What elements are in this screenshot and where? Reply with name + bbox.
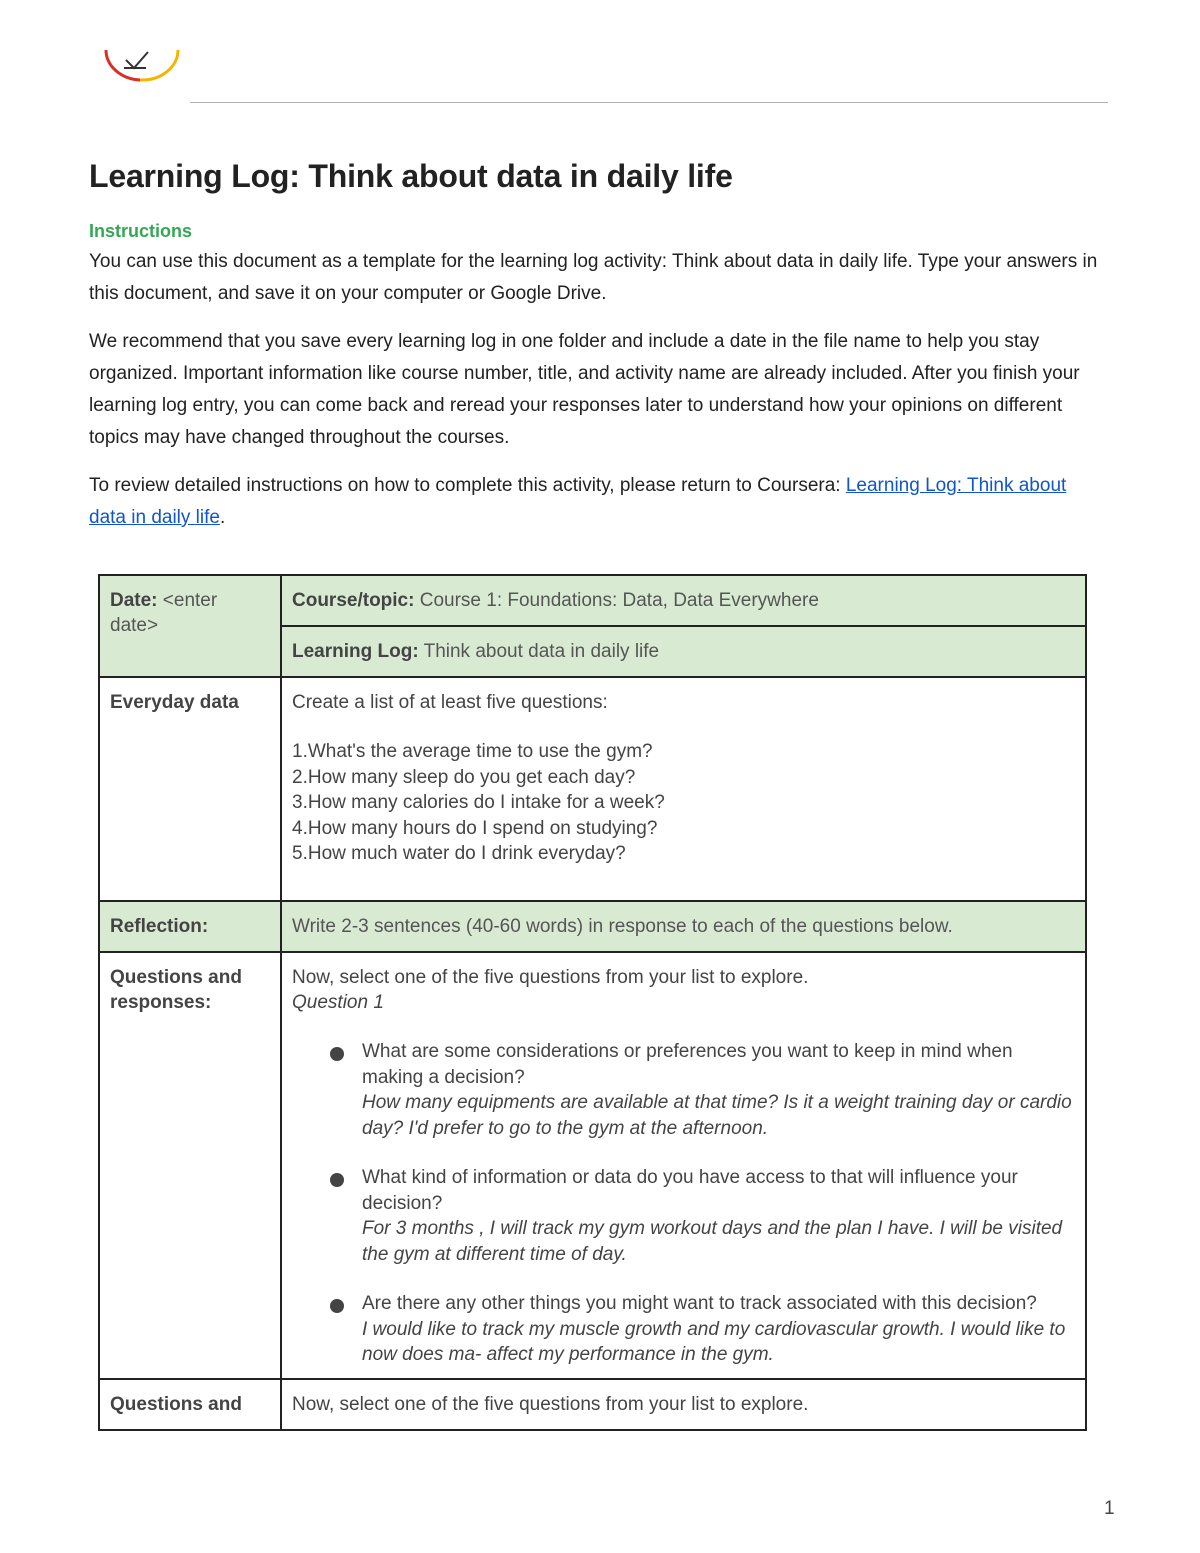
question-list [292,739,1075,867]
everyday-prompt: Create a list of at least five questions: [292,692,608,713]
everyday-data-label: Everyday data [99,677,281,901]
bullet-icon [330,1299,344,1313]
list-item: 2.How many sleep do you get each day? [292,766,636,788]
date-cell[interactable]: Date: <enter date> [99,575,281,677]
list-item: 5.How much water do I drink everyday? [292,843,626,864]
instructions-heading: Instructions [89,221,193,241]
list-item: 3.How many calories do I intake for a week? [292,792,665,813]
reflection-text: Write 2-3 sentences (40-60 words) in response to each of the questions below. [281,901,1086,952]
instructions-paragraph-3: To review detailed instructions on how to complete this activity, please return to Coursera: Learning Log: Think about data in daily life. [89,475,1067,528]
page-title: Learning Log: Think about data in daily life [89,158,733,194]
list-item: 4.How many hours do I spend on studying? [292,817,658,839]
questions-responses-label: Questions and responses: [99,952,281,1379]
qr-prompt: Now, select one of the five questions from your list to explore. [292,967,809,988]
header-divider [190,102,1108,103]
learning-log-table [98,574,1087,1431]
bullet-icon [330,1173,344,1187]
response-bullets [292,1039,1075,1368]
questions-responses-cell[interactable] [281,952,1086,1379]
questions-responses-label-2: Questions and [99,1379,281,1430]
document-body [89,158,1099,550]
learning-log-cell: Learning Log: Think about data in daily life [281,626,1086,677]
course-topic-cell: Course/topic: Course 1: Foundations: Data, Data Everywhere [281,575,1086,626]
instructions-paragraph-2: We recommend that you save every learning log in one folder and include a date in the file name to help you stay organized. Important information like course number, title, and activity name are already included. After you finish your learning log entry, you can come back and reread your responses later to understand how your opinions on different topics may have changed throughout the courses. [89,331,1080,448]
date-value: <enter date> [110,590,218,636]
questions-responses-cell-2[interactable]: Now, select one of the five questions from your list to explore. [281,1379,1086,1430]
list-item: What are some considerations or preferences you want to keep in mind when making a decision? How many equipments are available at that time? Is it a weight training day or cardio day? I'd prefer to go to the gym at the afternoon. [292,1039,1075,1141]
bullet-icon [330,1047,344,1061]
list-item: What kind of information or data do you have access to that will influence your decision? For 3 months , I will track my gym workout days and the plan I have. I will be visited the gym at different time of day. [292,1165,1075,1267]
list-item: Are there any other things you might want to track associated with this decision? I would like to track my muscle growth and my cardiovascular growth. I would like to now does ma- affect my performance in the gym. [292,1291,1075,1368]
page-number: 1 [1104,1498,1115,1519]
coursera-activity-link[interactable]: Learning Log: Think about data in daily life [89,475,1067,528]
list-item: 1.What's the average time to use the gym? [292,741,653,762]
instructions-paragraph-1: You can use this document as a template for the learning log activity: Think about data in daily life. Type your answers in this document, and save it on your computer or Google Drive. [89,251,1098,304]
checkmark-arc-logo [100,38,182,84]
qr-question-label: Question 1 [292,992,384,1013]
everyday-data-cell[interactable] [281,677,1086,901]
reflection-label: Reflection: [99,901,281,952]
